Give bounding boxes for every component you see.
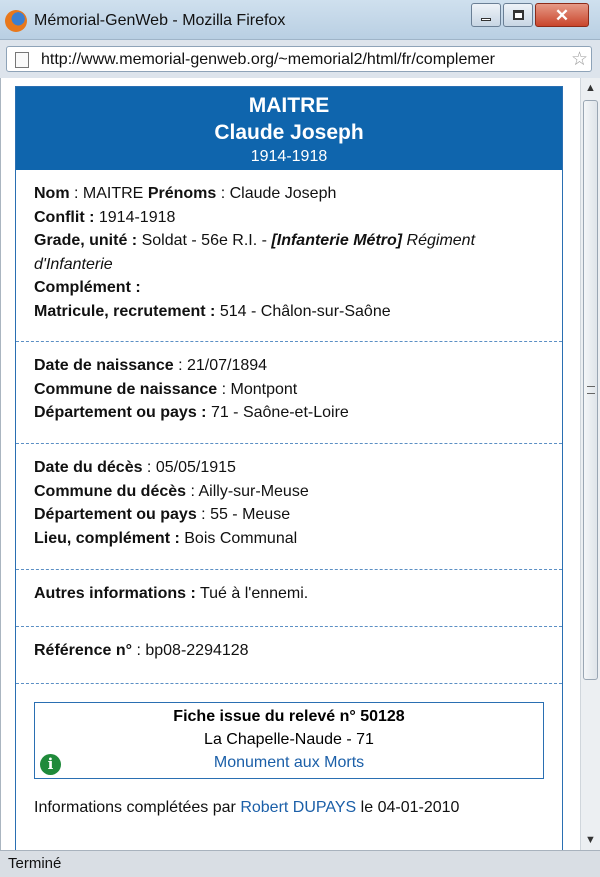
close-icon: ✕ xyxy=(554,5,570,25)
death-commune-row: Commune du décès : Ailly-sur-Meuse xyxy=(34,482,309,500)
birth-dept-value: 71 - Saône-et-Loire xyxy=(210,404,349,421)
grade-value: Soldat - 56e R.I. - xyxy=(141,232,272,249)
matricule-row xyxy=(34,300,544,324)
status-bar xyxy=(0,850,600,877)
death-date-value: 05/05/1915 xyxy=(155,459,236,476)
completion-suffix: le 04-01-2010 xyxy=(356,799,460,816)
maximize-icon xyxy=(513,10,524,20)
record-header xyxy=(16,87,562,170)
birth-commune-label: Commune de naissance xyxy=(34,380,218,398)
prenoms-label: Prénoms xyxy=(147,185,217,202)
page-viewport xyxy=(0,78,600,850)
record-card xyxy=(15,86,563,850)
death-date-label: Date du décès xyxy=(34,459,143,476)
complement-row xyxy=(34,276,544,300)
conflit-label: Conflit : xyxy=(34,208,95,226)
birth-dept-label: Département ou pays : xyxy=(34,404,207,421)
reference-section: Référence n° : bp08-2294128 xyxy=(16,627,562,684)
source-place: La Chapelle-Naude - 71 xyxy=(204,731,374,748)
matricule-value: 514 - Châlon-sur-Saône xyxy=(219,302,391,320)
scroll-down-icon[interactable]: ▼ xyxy=(585,834,596,846)
grip-icon xyxy=(587,386,595,394)
grade-label: Grade, unité : xyxy=(34,232,138,249)
minimize-button[interactable] xyxy=(471,3,501,27)
death-section xyxy=(16,444,562,570)
other-info-value: Tué à l'ennemi. xyxy=(199,585,309,602)
info-icon[interactable]: i xyxy=(40,754,61,775)
conflit-row xyxy=(34,206,544,230)
birth-date-value: 21/07/1894 xyxy=(186,357,268,374)
maximize-button[interactable] xyxy=(503,3,533,27)
soldier-first-names: Claude Joseph xyxy=(214,121,364,144)
reference-value: bp08-2294128 xyxy=(145,642,249,659)
nom-row: Nom : MAITRE Prénoms : Claude Joseph xyxy=(34,185,337,202)
identity-section xyxy=(16,170,562,342)
conflict-period: 1914-1918 xyxy=(250,148,328,165)
grade-row xyxy=(34,229,544,276)
close-button[interactable] xyxy=(535,3,589,27)
navigation-bar xyxy=(0,40,600,78)
birth-dept-row xyxy=(34,401,544,425)
soldier-surname: MAITRE xyxy=(248,94,330,117)
death-lieu-label: Lieu, complément : xyxy=(34,529,180,547)
firefox-icon xyxy=(5,10,27,32)
death-dept-value: 55 - Meuse xyxy=(210,506,291,523)
birth-commune-row: Commune de naissance : Montpont xyxy=(34,380,298,398)
death-commune-label: Commune du décès xyxy=(34,482,187,500)
scrollbar-thumb[interactable] xyxy=(583,100,598,680)
prenoms-value: Claude Joseph xyxy=(229,185,337,202)
nom-label: Nom xyxy=(34,185,70,202)
author-link[interactable]: Robert DUPAYS xyxy=(240,799,357,816)
monument-link[interactable]: Monument aux Morts xyxy=(213,754,365,771)
death-lieu-value: Bois Communal xyxy=(184,529,298,547)
death-dept-label: Département ou pays xyxy=(34,506,197,523)
title-bar xyxy=(0,0,600,40)
complement-label: Complément : xyxy=(34,279,141,296)
matricule-label: Matricule, recrutement : xyxy=(34,302,216,320)
grade-unit-italic: Régiment d'Infanterie xyxy=(34,232,476,273)
other-info-section xyxy=(16,570,562,627)
death-date-row: Date du décès : 05/05/1915 xyxy=(34,459,236,476)
vertical-scrollbar[interactable] xyxy=(580,78,600,850)
url-field[interactable] xyxy=(6,46,592,72)
birth-date-label: Date de naissance xyxy=(34,357,174,374)
minimize-icon xyxy=(481,18,491,21)
nom-value: MAITRE xyxy=(82,185,144,202)
status-text: Terminé xyxy=(8,855,62,872)
scroll-up-icon[interactable]: ▲ xyxy=(585,82,596,94)
source-title: Fiche issue du relevé n° 50128 xyxy=(173,708,405,725)
source-box xyxy=(34,702,544,779)
death-lieu-row xyxy=(34,527,544,551)
other-info-label: Autres informations : xyxy=(34,585,196,602)
completion-prefix: Informations complétées par xyxy=(34,799,241,816)
birth-commune-value: Montpont xyxy=(230,380,298,398)
reference-label: Référence n° xyxy=(34,642,132,659)
completion-note xyxy=(34,799,544,817)
grade-unit-bold: [Infanterie Métro] xyxy=(271,232,403,249)
url-text[interactable]: http://www.memorial-genweb.org/~memorial2/html/fr/complemer xyxy=(41,51,495,68)
window-title: Mémorial-GenWeb - Mozilla Firefox xyxy=(34,12,286,29)
bookmark-star-icon[interactable]: ☆ xyxy=(570,49,588,70)
birth-date-row: Date de naissance : 21/07/1894 xyxy=(34,357,268,374)
birth-section xyxy=(16,342,562,444)
death-commune-value: Ailly-sur-Meuse xyxy=(198,482,309,500)
page-icon xyxy=(15,52,29,68)
death-dept-row: Département ou pays : 55 - Meuse xyxy=(34,506,291,523)
conflit-value: 1914-1918 xyxy=(98,208,176,226)
